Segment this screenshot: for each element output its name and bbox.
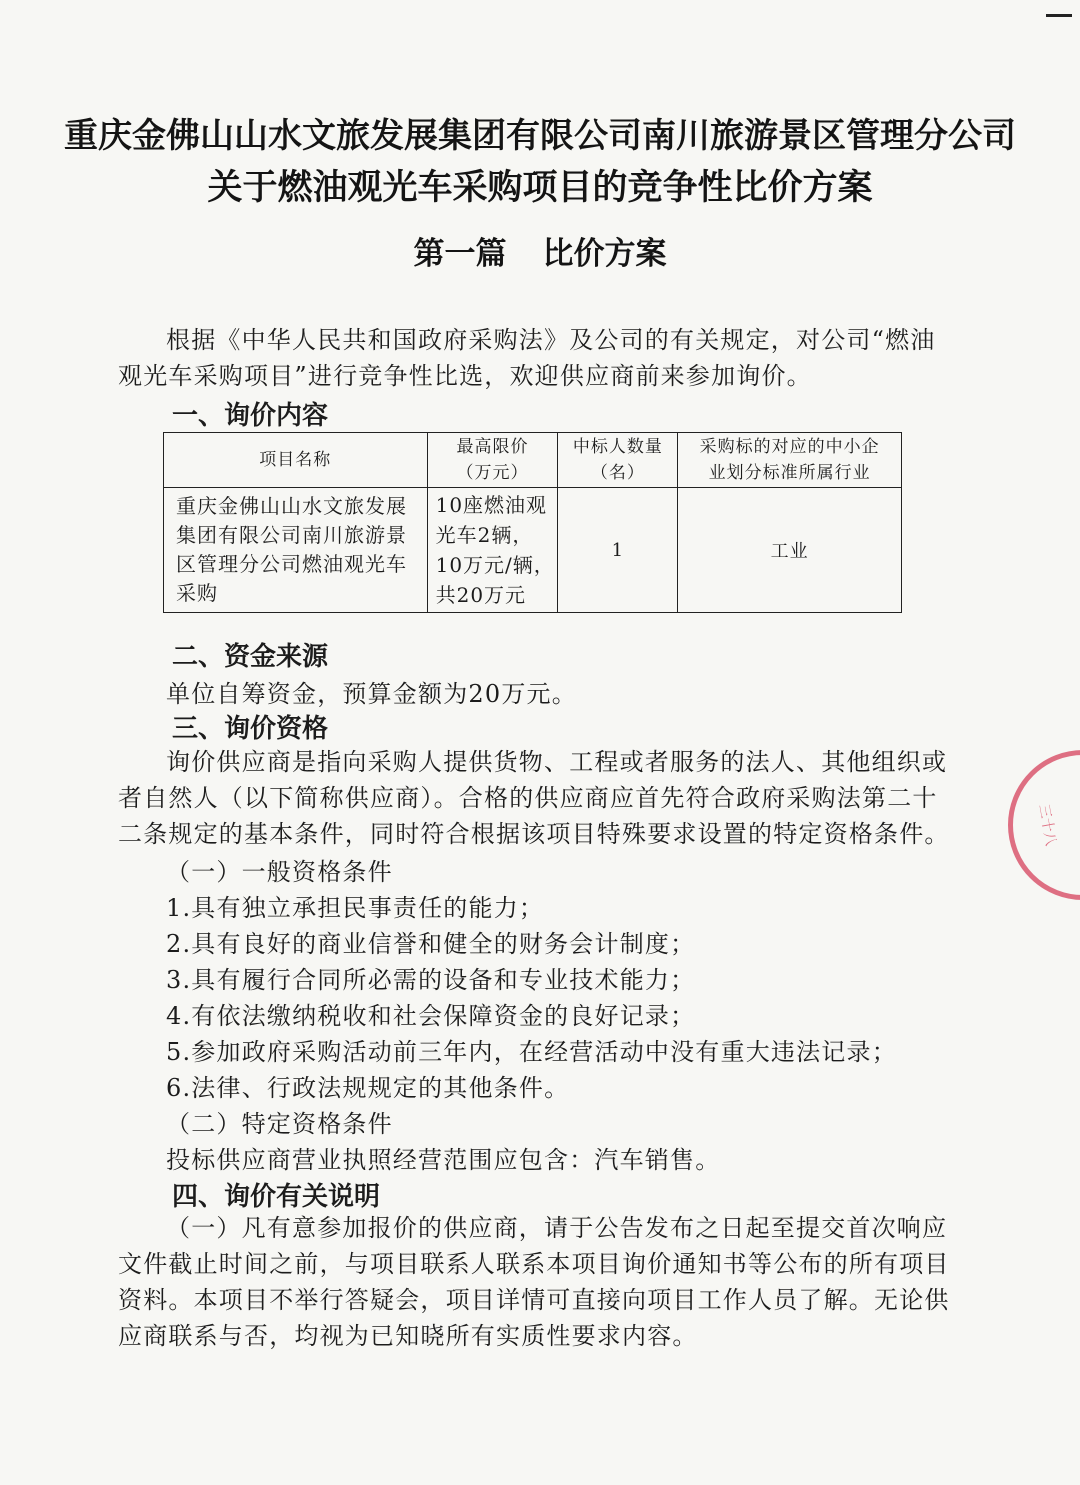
- general-item-5: 5.参加政府采购活动前三年内，在经营活动中没有重大违法记录；: [166, 1038, 897, 1066]
- doc-title-line2: 关于燃油观光车采购项目的竞争性比价方案: [207, 168, 873, 208]
- corner-mark: [1046, 14, 1072, 17]
- special-text: 投标供应商营业执照经营范围应包含：汽车销售。: [166, 1146, 721, 1174]
- table-header-row: [164, 433, 902, 488]
- general-item-3: 3.具有履行合同所必需的设备和专业技术能力；: [166, 966, 696, 994]
- section3-heading: 三、询价资格: [172, 714, 329, 744]
- header-winner-count: 中标人数量 （名）: [558, 433, 678, 488]
- seal-text: 三十八: [1035, 803, 1059, 848]
- general-item-4: 4.有依法缴纳税收和社会保障资金的良好记录；: [166, 1002, 696, 1030]
- part-name: 比价方案: [542, 236, 667, 272]
- general-heading: （一）一般资格条件: [166, 858, 393, 886]
- doc-title-line1: 重庆金佛山山水文旅发展集团有限公司南川旅游景区管理分公司: [64, 116, 1016, 156]
- table-row: [164, 488, 902, 613]
- section3-text: 询价供应商是指向采购人提供货物、工程或者服务的法人、其他组织或者自然人（以下简称供应商）。合格的供应商应首先符合政府采购法第二十二条规定的基本条件，同时符合根据该项目特殊要求设置的特定资格条件。: [118, 748, 950, 848]
- section4-text: （一）凡有意参加报价的供应商，请于公告发布之日起至提交首次响应文件截止时间之前，与项目联系人联系本项目询价通知书等公布的所有项目资料。本项目不举行答疑会，项目详情可直接向项目工作人员了解。无论供应商联系与否，均视为已知晓所有实质性要求内容。: [118, 1214, 950, 1350]
- section2-heading: 二、资金来源: [172, 642, 329, 672]
- header-max-price: 最高限价 （万元）: [427, 433, 558, 488]
- header-industry: 采购标的对应的中小企 业划分标准所属行业: [678, 433, 902, 488]
- cell-project-name: 重庆金佛山山水文旅发展 集团有限公司南川旅游景 区管理分公司燃油观光车 采购: [164, 488, 428, 613]
- intro-paragraph: 根据《中华人民共和国政府采购法》及公司的有关规定，对公司“燃油观光车采购项目”进行竞争性比选，欢迎供应商前来参加询价。: [118, 326, 936, 390]
- part-number: 第一篇: [413, 236, 507, 272]
- inquiry-table: [163, 432, 902, 613]
- section4-heading: 四、询价有关说明: [172, 1182, 381, 1212]
- cell-winner-count: 1: [558, 488, 678, 613]
- general-item-2: 2.具有良好的商业信誉和健全的财务会计制度；: [166, 930, 696, 958]
- header-project-name: 项目名称: [164, 433, 428, 488]
- general-item-1: 1.具有独立承担民事责任的能力；: [166, 894, 545, 922]
- section2-text: 单位自筹资金，预算金额为20万元。: [166, 680, 577, 708]
- cell-industry: 工业: [678, 488, 902, 613]
- official-seal: [1008, 750, 1080, 900]
- cell-max-price: 10座燃油观 光车2辆， 10万元/辆， 共20万元: [427, 488, 558, 613]
- part-title: [0, 228, 1080, 273]
- general-item-6: 6.法律、行政法规规定的其他条件。: [166, 1074, 570, 1102]
- special-heading: （二）特定资格条件: [166, 1110, 393, 1138]
- section1-heading: 一、询价内容: [172, 401, 329, 431]
